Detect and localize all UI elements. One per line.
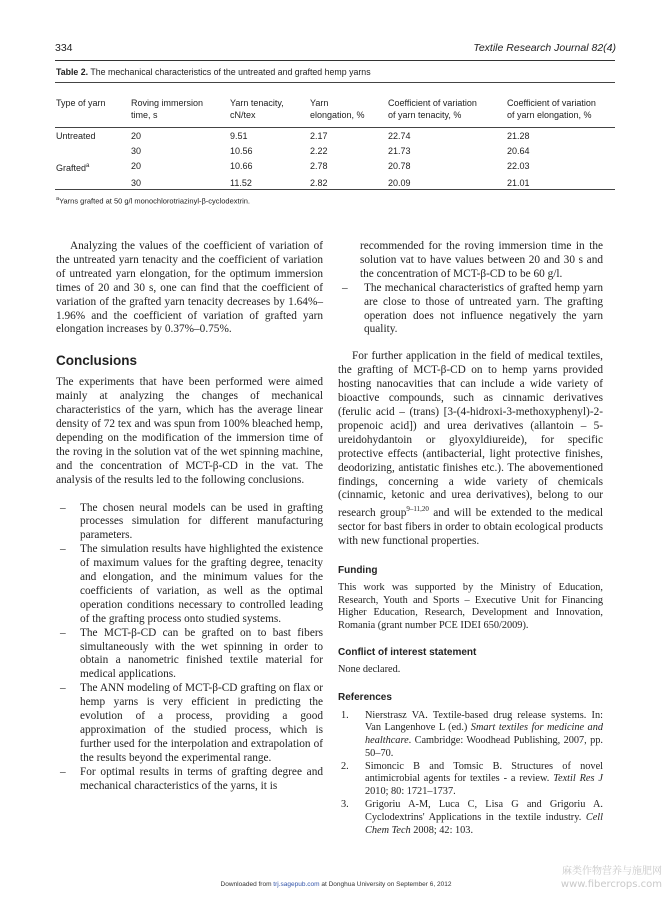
analysis-paragraph: Analyzing the values of the coefficient of variation of the untreated yarn tenacity and the coefficient of variation of untreated yarn elongation, for the optimum immersion times of 20 and 30 s, one can find that the coefficient of variation of the grafted yarn tenacity decreases by 1.64%–1.96% and the coefficient of variation of grafted yarn elongation increases by 0.37%–0.75%. — [56, 240, 323, 336]
table-header-row — [56, 97, 616, 121]
list-item: – The MCT-β-CD can be grafted on to bast fibers simultaneously with the wet spinning in order to obtain a nanometric finished textile material for medical applications. — [60, 626, 323, 681]
mechanical-characteristics-table — [56, 97, 616, 189]
list-item: 2. Simoncic B and Tomsic B. Structures of novel antimicrobial agents for textiles - a review. Textil Res J 2010; 80: 1721–1737. — [341, 760, 603, 798]
table-row: Grafted$^a$ 20 10.66 2.78 20.78 22.03 — [56, 161, 530, 173]
download-link[interactable]: trj.sagepub.com — [273, 881, 320, 888]
list-item: – The mechanical characteristics of grafted hemp yarn are close to those of untreated yarn. The grafting operation does not influence negatively the yarn quality. — [342, 281, 603, 336]
col-header-immersion: Roving immersion time, s — [131, 98, 204, 120]
list-item: – The ANN modeling of MCT-β-CD grafting on flax or hemp yarns is very efficient in predicting the evolution of a process, providing a good approximation of the studied process, which is further used for the interpolation and extrapolation of the results beyond the experimental range. — [60, 682, 323, 764]
download-footer: Downloaded from trj.sagepub.com at Donghua University on September 6, 2012 — [220, 881, 452, 888]
coi-heading: Conflict of interest statement — [338, 646, 477, 658]
right-column — [338, 240, 603, 837]
list-item: – The chosen neural models can be used in grafting processes simulation for different manufacturing parameters. — [60, 501, 323, 542]
conclusions-heading: Conclusions — [56, 353, 138, 369]
table-row: 30 11.52 2.82 20.09 21.01 — [131, 178, 530, 188]
table-label: Table 2. — [56, 67, 89, 77]
table-caption — [56, 67, 371, 77]
header-rule — [55, 60, 615, 61]
col-header-elongation: Yarn elongation, % — [310, 98, 365, 120]
recommendation-continued: recommended for the roving immersion time in the solution vat to have values between 20 and 30 s and the concentration of MCT-β-CD to be 60 g/l. — [360, 240, 603, 280]
funding-heading: Funding — [338, 564, 378, 576]
references-heading: References — [338, 691, 392, 703]
watermark: 麻类作物营养与施肥网 www.fibercrops.com — [560, 866, 662, 890]
grafted-footnote-mark: a — [86, 163, 90, 169]
col-header-type: Type of yarn — [56, 98, 106, 108]
page-number: 334 — [55, 42, 73, 54]
col-header-tenacity: Yarn tenacity, cN/tex — [230, 98, 284, 120]
list-item: – For optimal results in terms of grafting degree and mechanical characteristics of the yarns, it is — [60, 765, 323, 792]
table-row: Untreated 20 9.51 2.17 22.74 21.28 — [56, 131, 530, 141]
list-item: 3. Grigoriu A-M, Luca C, Lisa G and Grigoriu A. Cyclodextrins' Applications in the textile industry. Cell Chem Tech 2008; 42: 103. — [341, 799, 603, 836]
conclusions-paragraph: The experiments that have been performed were aimed mainly at analyzing the changes of mechanical characteristics of the yarn, which has the average linear density of 72 tex and was spun from 100% bleached hemp, depending on the modification of the immersion time of the roving in the solution vat of the wet spinning machine, and the concentration of MCT-β-CD in the vat. The analysis of the results led to the following conclusions. — [56, 376, 323, 486]
journal-title: Textile Research Journal 82(4) — [473, 42, 616, 54]
table-bottom-rule — [55, 189, 615, 190]
table-row: 30 10.56 2.22 21.73 20.64 — [131, 146, 530, 156]
table-caption-text: The mechanical characteristics of the untreated and grafted hemp yarns — [90, 67, 371, 77]
col-header-cv-elongation: Coefficient of variation of yarn elongation, % — [507, 98, 596, 120]
table-footnote: $^a$Yarns grafted at 50 g/l monochlorotriazinyl-β-cyclodextrin. — [56, 196, 250, 206]
application-paragraph: For further application in the field of medical textiles, the grafting of MCT-β-CD on to hemp yarns provided hosting nanocavities that can include a wide variety of bioactive compounds, such as cinnamic derivatives (ferulic acid – (trans) [3-(4-hidroxi-3-methoxyphenyl)-2-propenoic acid]) and urea derivatives (allantoin – 5-ureidohydantoin or glyoxyldiureide), for specific protective effects (antibacterial, light protective finishes, deodorizing, antistatic finishes etc.). The abovementioned findings, concerning a wide variety of chemicals (cinnamic, ketonic and urea derivatives), belong to our research group$^{9-11,20}$ and will be extended to the medical sector for bast fibers in order to obtain ecological products with new functional properties. — [338, 350, 603, 547]
left-column — [56, 240, 323, 794]
col-header-cv-tenacity: Coefficient of variation of yarn tenacity, % — [388, 98, 477, 120]
funding-text: This work was supported by the Ministry of Education, Research, Youth and Sports – Executive Unit for Financing Higher Education, Research, Development and Innovation, Romania (grant number PCE IDEI 650/2009). — [338, 581, 603, 632]
coi-text: None declared. — [338, 663, 401, 675]
table-top-rule — [55, 82, 615, 83]
list-item: 1. Nierstrasz VA. Textile-based drug release systems. In: Van Langenhove L (ed.) Smart textiles for medicine and healthcare. Cambridge: Woodhead Publishing, 2007, pp. 50–70. — [341, 709, 604, 759]
list-item: – The simulation results have highlighted the existence of maximum values for the grafting degree, tenacity and elongation, and the minimum values for the coefficients of variation, as well as the optimal operation conditions necessary to controlled leading of the grafting process onto studied systems. — [60, 543, 323, 625]
